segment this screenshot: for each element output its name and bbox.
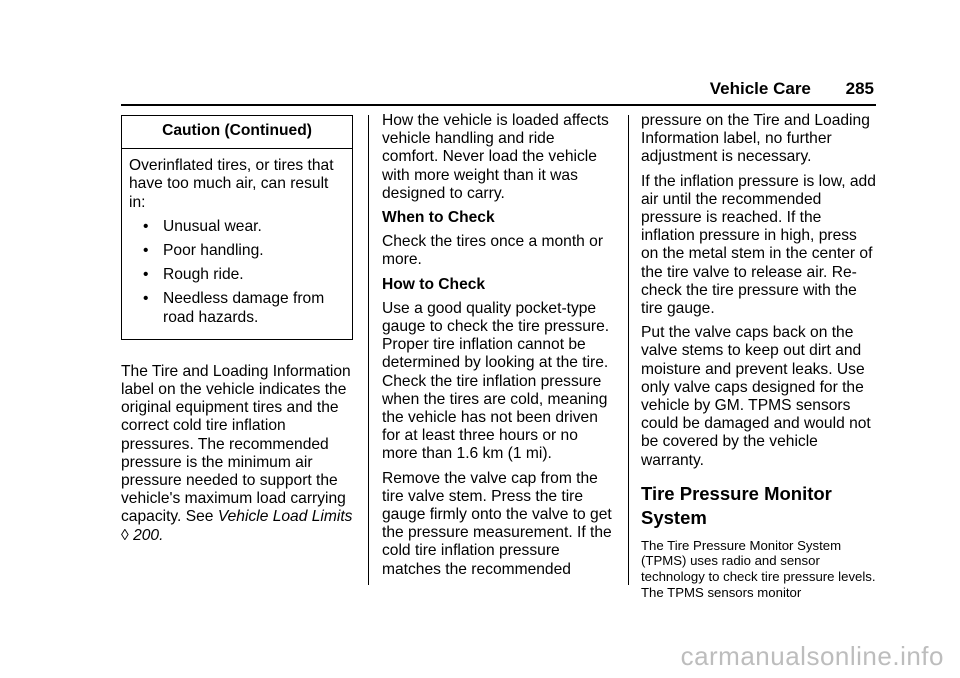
caution-list — [129, 218, 346, 327]
caution-list-item: • Rough ride. — [143, 266, 244, 284]
cross-reference-page[interactable]: 200 — [133, 526, 160, 544]
caution-body — [122, 149, 352, 339]
caution-list-item: • Unusual wear. — [143, 217, 262, 235]
caution-intro: Overinflated tires, or tires that have too much air, can result in: — [129, 157, 334, 211]
paragraph: If the inflation pressure is low, add air until the recommended pressure is reached. If the inflation pressure in high, press on the metal stem in the center of the tire valve to release air. Re-check the tire pressure with the tire gauge. — [641, 172, 876, 318]
caution-list-item: • Needless damage from road hazards. — [143, 290, 325, 326]
paragraph: pressure on the Tire and Loading Information label, no further adjustment is necessary. — [641, 112, 870, 166]
label-paragraph: The Tire and Loading Information label on the vehicle indicates the original equipment tires and the correct cold tire inflation pressures. The recommended pressure is the minimum air pressure needed to support the vehicle's maximum load carrying capacity. See Vehicle Load Limits ◊ 200. — [121, 362, 353, 544]
column-divider — [368, 115, 369, 585]
column-3 — [641, 112, 877, 606]
caution-list-item: • Poor handling. — [143, 242, 264, 260]
page-header — [710, 79, 874, 99]
page-ref-icon: ◊ — [121, 526, 129, 544]
bullet-icon: • — [143, 217, 149, 235]
bullet-icon: • — [143, 290, 149, 308]
section-heading-tpms: Tire Pressure Monitor System — [641, 482, 832, 528]
cross-reference-link[interactable]: Vehicle Load Limits — [217, 508, 353, 526]
page-number: 285 — [845, 79, 874, 98]
paragraph: The Tire Pressure Monitor System (TPMS) uses radio and sensor technology to check tire pressure levels. The TPMS sensors monitor — [641, 537, 876, 600]
paragraph: Remove the valve cap from the tire valve stem. Press the tire gauge firmly onto the valve to get the pressure measurement. If the cold tire inflation pressure matches the recommended — [382, 469, 612, 578]
header-rule — [121, 104, 876, 106]
bullet-icon: • — [143, 242, 149, 260]
column-1 — [121, 115, 357, 551]
paragraph: How the vehicle is loaded affects vehicle handling and ride comfort. Never load the vehicle with more weight than it was designed to carry. — [382, 112, 609, 202]
bullet-icon: • — [143, 266, 149, 284]
column-divider — [628, 115, 629, 585]
section-title: Vehicle Care — [709, 79, 811, 98]
column-2 — [382, 112, 614, 585]
subheading-when-to-check: When to Check — [382, 209, 495, 227]
watermark: carmanualsonline.info — [680, 641, 944, 671]
paragraph: Use a good quality pocket-type gauge to check the tire pressure. Proper tire inflation cannot be determined by looking at the tire. Check the tire inflation pressure when the tires are cold, meaning the vehicle has not been driven for at least three hours or no more than 1.6 km (1 mi). — [382, 299, 610, 463]
caution-box — [121, 115, 353, 340]
paragraph: Check the tires once a month or more. — [382, 233, 604, 269]
caution-title: Caution (Continued) — [122, 116, 352, 149]
paragraph: Put the valve caps back on the valve stems to keep out dirt and moisture and prevent leaks. Use only valve caps designed for the vehicle by GM. TPMS sensors could be damaged and would not be covered by the vehicle warranty. — [641, 324, 871, 469]
subheading-how-to-check: How to Check — [382, 275, 486, 293]
